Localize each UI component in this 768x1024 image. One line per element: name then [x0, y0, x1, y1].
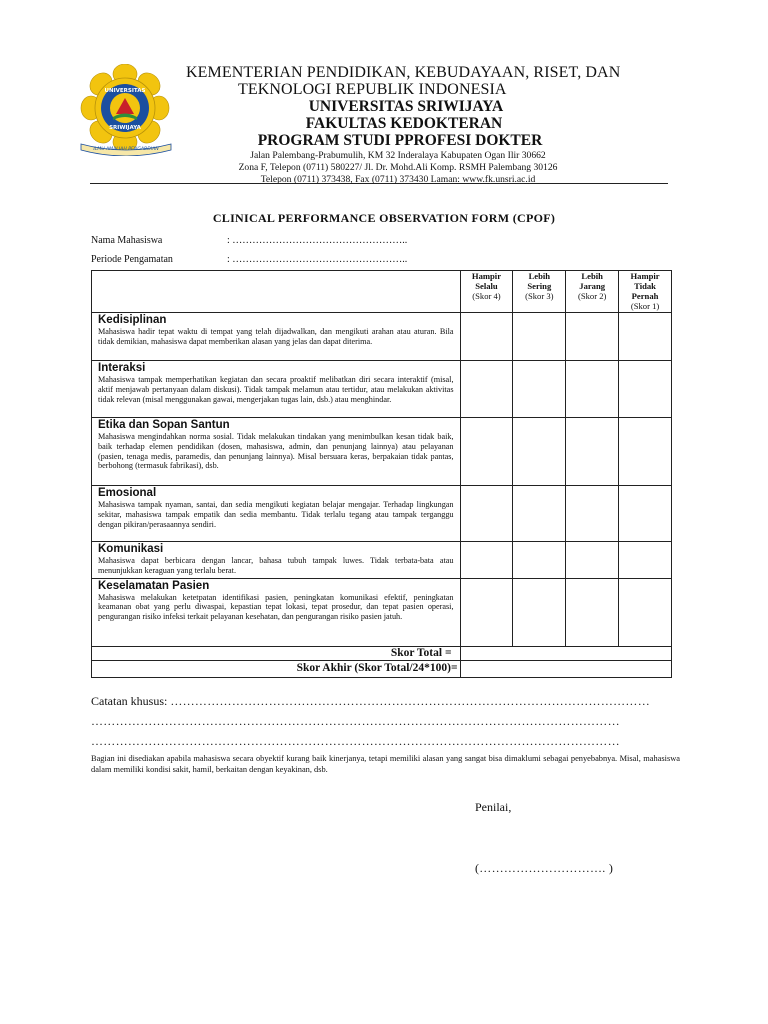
table-row [92, 578, 672, 646]
criterion-title: Komunikasi [98, 543, 164, 555]
score-cell-2[interactable] [566, 578, 619, 646]
col-header-skor2 [566, 271, 619, 313]
score-cell-3[interactable] [513, 361, 566, 418]
final-row [92, 660, 672, 677]
observation-period-blank[interactable]: : …………………………………………….. [227, 254, 408, 265]
score-cell-3[interactable] [513, 313, 566, 361]
score-cell-1[interactable] [619, 361, 672, 418]
ministry-line1: KEMENTERIAN PENDIDIKAN, KEBUDAYAAN, RISET, DAN [186, 64, 621, 81]
col-header-skor1-score: (Skor 1) [630, 301, 660, 311]
address-line1: Jalan Palembang-Prabumulih, KM 32 Inderalaya Kabupaten Ogan Ilir 30662 [250, 150, 546, 161]
notes-dots-1: ……………………………………………………………………………………………………… [170, 694, 651, 708]
criterion-cell [92, 542, 461, 579]
score-cell-2[interactable] [566, 361, 619, 418]
cpof-table [91, 270, 672, 678]
address-line2: Zona F, Telepon (0711) 580227/ Jl. Dr. Mohd.Ali Komp. RSMH Palembang 30126 [238, 162, 558, 173]
col-header-skor1 [619, 271, 672, 313]
student-name-blank[interactable]: : …………………………………………….. [227, 235, 408, 246]
score-cell-4[interactable] [460, 542, 513, 579]
criterion-description: Mahasiswa tampak memperhatikan kegiatan dan secara proaktif melibatkan diri secara interaktif (misal, aktif menjawab pertanyaan dalam diskusi). Tidak tampak melamun atau tertidur, atau melakukan aktivitas tidak relevan (misal menggunakan gawai, mengerjakan tugas lain, dsb.) atau menghindar. [98, 375, 454, 404]
program-name: PROGRAM STUDI PPROFESI DOKTER [257, 132, 543, 149]
score-cell-1[interactable] [619, 486, 672, 542]
ministry-name [180, 64, 680, 98]
faculty-name: FAKULTAS KEDOKTERAN [305, 115, 503, 132]
criterion-title: Keselamatan Pasien [98, 579, 210, 592]
col-header-skor1-line1: Hampir [630, 271, 660, 281]
score-cell-4[interactable] [460, 361, 513, 418]
svg-text:SRIWIJAYA: SRIWIJAYA [109, 125, 141, 131]
total-row [92, 646, 672, 660]
score-cell-4[interactable] [460, 418, 513, 486]
total-score-label: Skor Total = [92, 646, 461, 660]
notes-line-2[interactable]: ………………………………………………………………………………………………………………… [91, 714, 620, 728]
criterion-title: Emosional [98, 487, 157, 499]
score-cell-2[interactable] [566, 542, 619, 579]
form-title: CLINICAL PERFORMANCE OBSERVATION FORM (CPOF) [212, 211, 556, 225]
score-cell-2[interactable] [566, 486, 619, 542]
col-header-skor2-line2: Jarang [579, 281, 606, 291]
col-header-skor4-line1: Hampir [471, 271, 502, 281]
final-score-cell[interactable] [460, 660, 671, 677]
criterion-description: Mahasiswa tampak nyaman, santai, dan sedia mengikuti kegiatan belajar mengajar. Terhadap lingkungan sekitar, mahasiswa tampak empatik dan sedia membantu. Tidak terlalu tegang atau tampak terganggu dengan pikiran/perasaannya sendiri. [98, 500, 454, 529]
notes-label: Catatan khusus: [91, 694, 171, 708]
score-cell-1[interactable] [619, 418, 672, 486]
score-cell-4[interactable] [460, 313, 513, 361]
special-notes [91, 691, 671, 751]
final-score-label: Skor Akhir (Skor Total/24*100)= [92, 660, 461, 677]
notes-line-3[interactable]: ………………………………………………………………………………………………………………… [91, 734, 620, 748]
col-header-skor2-line1: Lebih [581, 271, 603, 281]
table-header-row [92, 271, 672, 313]
score-cell-3[interactable] [513, 578, 566, 646]
criterion-title: Kedisiplinan [98, 314, 167, 326]
col-header-skor3-line1: Lebih [528, 271, 551, 281]
score-cell-2[interactable] [566, 313, 619, 361]
letterhead [180, 64, 680, 186]
score-cell-1[interactable] [619, 578, 672, 646]
col-header-skor4 [460, 271, 513, 313]
col-header-skor4-score: (Skor 4) [472, 291, 501, 301]
university-name: UNIVERSITAS SRIWIJAYA [308, 98, 504, 115]
col-header-skor3-line2: Sering [527, 281, 552, 291]
score-cell-1[interactable] [619, 542, 672, 579]
letterhead-divider [90, 183, 668, 184]
criterion-cell [92, 578, 461, 646]
score-cell-2[interactable] [566, 418, 619, 486]
table-row [92, 361, 672, 418]
criterion-title: Etika dan Sopan Santun [98, 419, 230, 431]
criterion-description: Mahasiswa dapat berbicara dengan lancar, bahasa tubuh tampak luwes. Tidak terbata-bata atau menunjukkan keraguan yang terlalu berat. [98, 556, 454, 575]
assessor-label: Penilai, [475, 800, 512, 814]
student-name-field[interactable] [91, 235, 407, 246]
ministry-line2: TEKNOLOGI REPUBLIK INDONESIA [238, 81, 507, 98]
notes-disclaimer: Bagian ini disediakan apabila mahasiswa secara obyektif kurang baik kinerjanya, tetapi memiliki alasan yang sangat bisa dimaklumi sebagai penyebabnya. Misal, mahasiswa dalam memiliki kondisi sakit, hamil, berkaitan dengan keyakinan, dsb. [91, 754, 680, 774]
col-header-skor1-line3: Pernah [631, 291, 659, 301]
svg-text:UNIVERSITAS: UNIVERSITAS [104, 88, 146, 94]
score-cell-3[interactable] [513, 486, 566, 542]
criterion-description: Mahasiswa mengindahkan norma sosial. Tidak melakukan tindakan yang menimbulkan kesan tidak baik, baik terhadap elemen pendidikan (dosen, mahasiswa, admin, dan penunjang lainnya) atau pelayanan (pasien, tenaga medis, paramedis, dan penunjang lainnya). Misal bersuara keras, berpakaian tidak pantas, berbohong (termasuk fabrikasi), dsb. [98, 432, 454, 471]
criterion-cell [92, 361, 461, 418]
address-line3: Telepon (0711) 373438, Fax (0711) 373430 Laman: www.fk.unsri.ac.id [260, 174, 536, 185]
notes-line-1[interactable] [91, 691, 671, 711]
criterion-cell [92, 486, 461, 542]
col-header-skor3 [513, 271, 566, 313]
total-score-cell[interactable] [460, 646, 671, 660]
criterion-description: Mahasiswa melakukan ketetpatan identifikasi pasien, peningkatan komunikasi efektif, peningkatan keamanan obat yang perlu diwaspai, kepastian tepat lokasi, tepat prosedur, dan tepat pasien operasi, pengurangan risiko infeksi terkait pelayanan kesehatan, dan pengurangan risiko pasien jatuh. [98, 592, 454, 622]
criterion-cell [92, 418, 461, 486]
criterion-cell [92, 313, 461, 361]
table-row [92, 486, 672, 542]
table-row [92, 418, 672, 486]
assessor-signature-line[interactable]: (…………………………. ) [475, 861, 614, 875]
criterion-title: Interaksi [98, 362, 146, 374]
score-cell-3[interactable] [513, 418, 566, 486]
score-cell-3[interactable] [513, 542, 566, 579]
svg-text:ILMU AMALIAH PENGABDIAN: ILMU AMALIAH PENGABDIAN [93, 147, 159, 152]
score-cell-1[interactable] [619, 313, 672, 361]
table-row [92, 313, 672, 361]
observation-period-label: Periode Pengamatan [91, 254, 173, 265]
criterion-description: Mahasiswa hadir tepat waktu di tempat yang telah dijadwalkan, dan mengikuti arahan atau aturan. Bila tidak demikian, mahasiswa dapat memberikan alasan yang jelas dan dapat diterima. [98, 327, 454, 346]
col-header-skor4-line2: Selalu [475, 281, 498, 291]
col-header-skor1-line2: Tidak [634, 281, 656, 291]
observation-period-field[interactable] [91, 254, 407, 265]
score-cell-4[interactable] [460, 486, 513, 542]
criteria-header-cell [92, 271, 461, 313]
score-cell-4[interactable] [460, 578, 513, 646]
col-header-skor2-score: (Skor 2) [577, 291, 607, 301]
table-row [92, 542, 672, 579]
col-header-skor3-score: (Skor 3) [525, 291, 554, 301]
student-name-label: Nama Mahasiswa [91, 235, 163, 246]
